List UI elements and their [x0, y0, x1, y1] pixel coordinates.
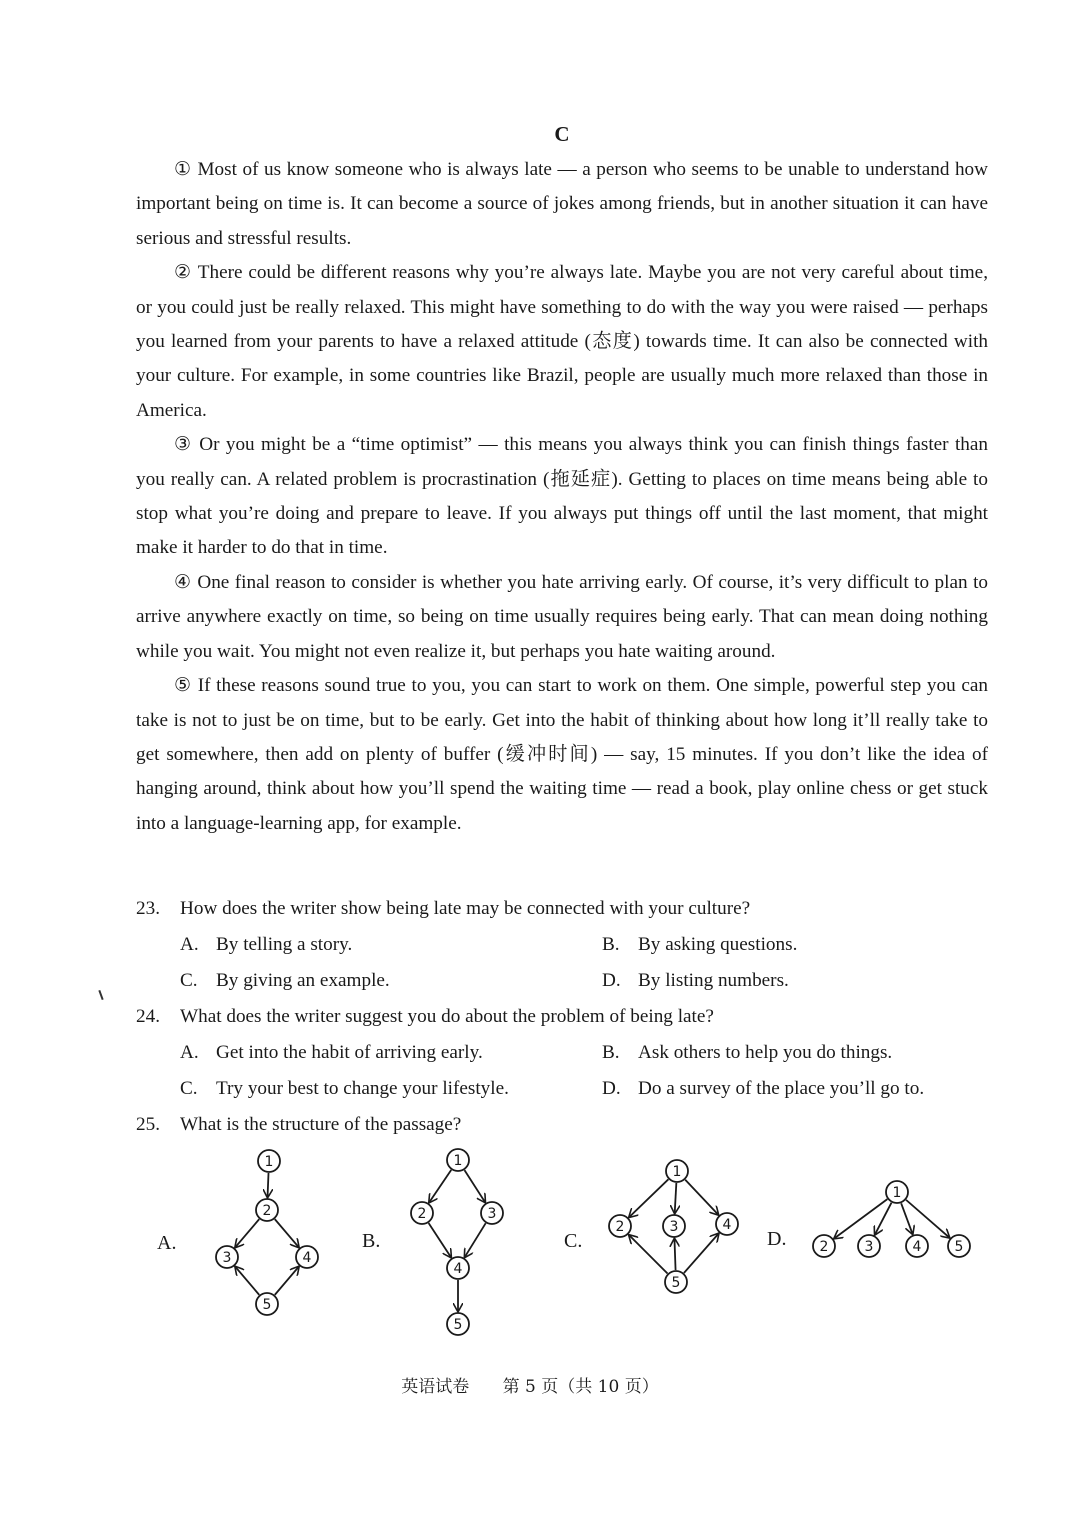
diagram-d-label[interactable]: D. — [767, 1228, 787, 1250]
diagram-b-node-4 — [447, 1257, 469, 1279]
svg-text:2: 2 — [819, 1239, 829, 1255]
svg-text:2: 2 — [417, 1206, 427, 1222]
paragraph-5: ⑤ If these reasons sound true to you, you can start to work on them. One simple, powerful step you can take is not to just be on time, but to be early. Get into the habit of thinking about how long it’ll really take to get somewhere, then add on plenty of buffer (缓冲时间) — say, 15 minutes. If you don’t like the idea of hanging around, think about how you’ll spend the waiting time — read a book, play online chess or get stuck into a language-learning app, for example. — [136, 675, 988, 834]
diagram-c-node-4 — [716, 1213, 738, 1235]
diagram-d-node-1 — [886, 1181, 908, 1203]
option-letter: A. — [180, 1042, 199, 1063]
question-stem: What does the writer suggest you do about the problem of being late? — [180, 1006, 714, 1027]
option-c[interactable] — [180, 1071, 602, 1107]
svg-text:2: 2 — [262, 1203, 272, 1219]
question-number: 24. — [136, 1006, 160, 1027]
svg-text:4: 4 — [453, 1261, 463, 1277]
diagram-b-node-2 — [411, 1202, 433, 1224]
option-text: By telling a story. — [216, 934, 353, 955]
option-d[interactable] — [602, 963, 982, 999]
diagram-b-node-1 — [447, 1149, 469, 1171]
diagram-b-node-3 — [481, 1202, 503, 1224]
diagram-a-label[interactable]: A. — [157, 1232, 177, 1254]
option-a[interactable] — [180, 1035, 602, 1071]
diagram-a-arrow-5-4 — [275, 1267, 299, 1295]
question-stem: How does the writer show being late may be connected with your culture? — [180, 898, 751, 919]
diagram-b-label[interactable]: B. — [362, 1230, 381, 1252]
structure-diagrams — [150, 1140, 980, 1340]
diagram-a-node-1 — [258, 1150, 280, 1172]
question-23 — [136, 891, 988, 999]
diagram-c-label[interactable]: C. — [564, 1230, 583, 1252]
diagram-b-arrow-3-4 — [465, 1223, 486, 1257]
diagram-d-arrow-1-2 — [834, 1199, 887, 1238]
option-text: By listing numbers. — [638, 970, 789, 991]
option-text: Ask others to help you do things. — [638, 1042, 893, 1063]
diagram-b-node-5 — [447, 1313, 469, 1335]
option-letter: B. — [602, 934, 620, 955]
option-c[interactable] — [180, 963, 602, 999]
question-24 — [136, 999, 988, 1107]
diagram-a-node-2 — [256, 1199, 278, 1221]
reading-passage — [136, 153, 988, 841]
option-letter: D. — [602, 1078, 621, 1099]
diagram-c-node-2 — [609, 1215, 631, 1237]
svg-text:3: 3 — [222, 1250, 232, 1266]
option-letter: D. — [602, 970, 621, 991]
page-footer — [0, 1372, 1060, 1397]
diagram-a-node-4 — [296, 1246, 318, 1268]
option-grid — [180, 1035, 988, 1107]
paragraph-1: ① Most of us know someone who is always late — a person who seems to be unable to understand how important being on time is. It can become a source of jokes among friends, but in another situation it can have serious and stressful results. — [136, 159, 988, 249]
svg-text:2: 2 — [615, 1219, 625, 1235]
diagram-a-node-5 — [256, 1293, 278, 1315]
option-a[interactable] — [180, 927, 602, 963]
diagram-b-arrow-2-4 — [429, 1223, 451, 1257]
diagram-c-arrow-5-4 — [684, 1234, 718, 1273]
paragraph-3: ③ Or you might be a “time optimist” — this means you always think you can finish things faster than you really can. A related problem is procrastination (拖延症). Getting to places on time means being able to stop what you’re doing and prepare to leave. If you always put things off until the last moment, that might make it harder to do that in time. — [136, 434, 988, 559]
question-25 — [136, 1107, 988, 1143]
option-text: By giving an example. — [216, 970, 390, 991]
svg-text:1: 1 — [672, 1164, 682, 1180]
svg-text:5: 5 — [671, 1275, 681, 1291]
option-text: Get into the habit of arriving early. — [216, 1042, 483, 1063]
diagram-a-arrow-2-4 — [275, 1219, 299, 1247]
svg-text:4: 4 — [722, 1217, 732, 1233]
svg-text:1: 1 — [453, 1153, 463, 1169]
diagram-d-node-2 — [813, 1235, 835, 1257]
option-text: By asking questions. — [638, 934, 798, 955]
diagram-b-arrow-1-2 — [429, 1170, 451, 1202]
option-b[interactable] — [602, 927, 982, 963]
footer-page: 第 5 页（共 10 页） — [502, 1377, 659, 1397]
option-text: Do a survey of the place you’ll go to. — [638, 1078, 925, 1099]
stray-mark — [98, 990, 103, 1000]
svg-text:1: 1 — [892, 1185, 902, 1201]
diagram-c-node-1 — [666, 1160, 688, 1182]
diagram-d-node-5 — [948, 1235, 970, 1257]
paragraph-2: ② There could be different reasons why you’re always late. Maybe you are not very careful about time, or you could just be really relaxed. This might have something to do with the way you were raised — perhaps you learned from your parents to have a relaxed attitude (态度) towards time. It can also be connected with your culture. For example, in some countries like Brazil, people are usually much more relaxed than those in America. — [136, 262, 988, 421]
svg-text:4: 4 — [302, 1250, 312, 1266]
footer-subject: 英语试卷 — [401, 1377, 470, 1397]
diagram-a-node-3 — [216, 1246, 238, 1268]
diagram-a-arrow-5-3 — [235, 1267, 259, 1295]
question-number: 25. — [136, 1114, 160, 1135]
option-d[interactable] — [602, 1071, 982, 1107]
option-text: Try your best to change your lifestyle. — [216, 1078, 509, 1099]
diagram-c-arrow-1-4 — [685, 1180, 718, 1215]
option-letter: B. — [602, 1042, 620, 1063]
question-number: 23. — [136, 898, 160, 919]
question-list — [136, 891, 988, 1143]
diagram-b-arrow-1-3 — [464, 1170, 485, 1202]
option-b[interactable] — [602, 1035, 982, 1071]
diagram-c-arrow-1-2 — [629, 1179, 668, 1217]
diagram-d-node-3 — [858, 1235, 880, 1257]
svg-text:3: 3 — [669, 1219, 679, 1235]
diagram-d-arrow-1-4 — [901, 1203, 912, 1234]
question-stem: What is the structure of the passage? — [180, 1114, 462, 1135]
option-grid — [180, 927, 988, 999]
svg-text:5: 5 — [453, 1317, 463, 1333]
svg-text:5: 5 — [262, 1297, 272, 1313]
diagram-c-node-5 — [665, 1271, 687, 1293]
diagram-a-arrow-2-3 — [235, 1219, 259, 1247]
svg-text:3: 3 — [487, 1206, 497, 1222]
option-letter: C. — [180, 970, 198, 991]
svg-text:1: 1 — [264, 1154, 274, 1170]
option-letter: C. — [180, 1078, 198, 1099]
diagram-c-arrow-1-3 — [675, 1183, 677, 1213]
diagram-c-arrow-5-3 — [674, 1239, 675, 1270]
svg-text:3: 3 — [864, 1239, 874, 1255]
svg-text:5: 5 — [954, 1239, 964, 1255]
diagram-c-arrow-5-2 — [629, 1235, 667, 1273]
paragraph-4: ④ One final reason to consider is whether you hate arriving early. Of course, it’s very difficult to plan to arrive anywhere exactly on time, so being on time usually requires being early. That can mean doing nothing while you wait. You might not even realize it, but perhaps you hate waiting around. — [136, 571, 988, 662]
svg-text:4: 4 — [912, 1239, 922, 1255]
diagram-d-node-4 — [906, 1235, 928, 1257]
diagram-a-arrow-1-2 — [268, 1173, 269, 1197]
diagram-c-node-3 — [663, 1215, 685, 1237]
section-title: C — [554, 122, 570, 146]
option-letter: A. — [180, 934, 199, 955]
